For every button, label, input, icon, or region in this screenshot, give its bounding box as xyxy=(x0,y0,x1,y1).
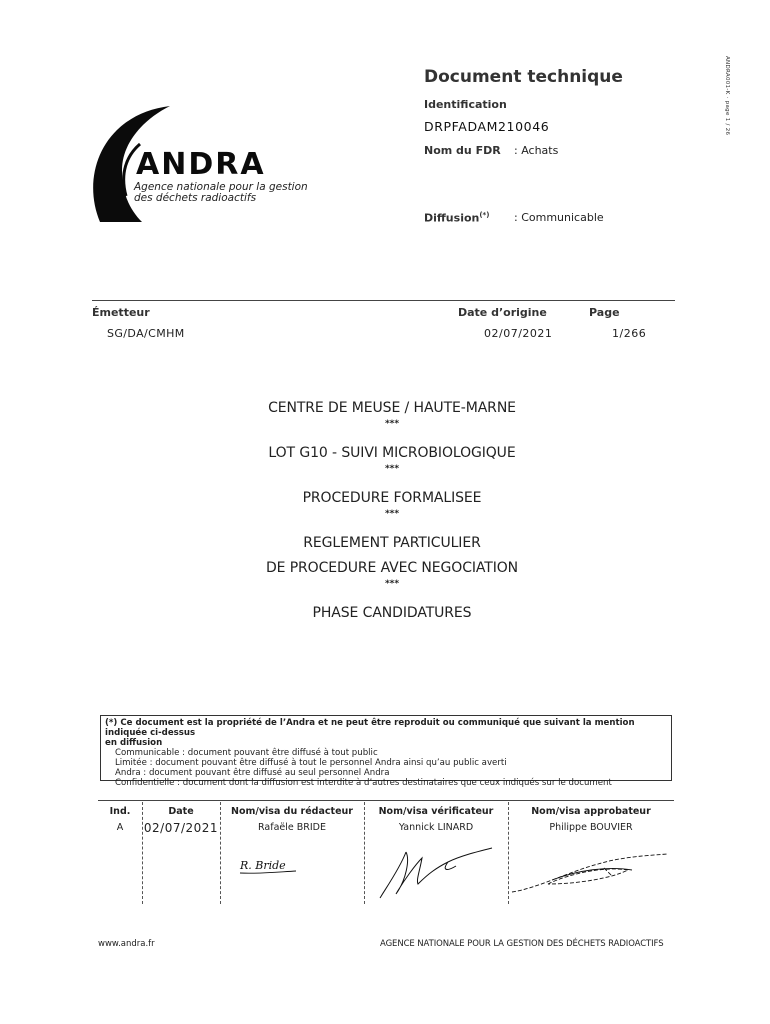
identification-value: DRPFADAM210046 xyxy=(424,119,550,134)
verificateur-signature xyxy=(376,840,496,902)
svg-text:R. Bride: R. Bride xyxy=(240,859,286,872)
disclaimer-item: Communicable : document pouvant être diffusé à tout public xyxy=(115,748,378,758)
date-origine-label: Date d’origine xyxy=(458,306,547,319)
andra-logo xyxy=(86,104,296,228)
approbateur-signature xyxy=(508,848,674,896)
table-top-rule xyxy=(98,800,674,801)
col-header-ind: Ind. xyxy=(109,806,131,817)
title-procedure: PROCEDURE FORMALISEE xyxy=(302,490,482,506)
col-header-verificateur: Nom/visa vérificateur xyxy=(378,806,494,817)
footer-agency-name: AGENCE NATIONALE POUR LA GESTION DES DÉCHETS RADIOACTIFS xyxy=(380,939,664,949)
page-value: 1/266 xyxy=(612,327,647,340)
title-separator: *** xyxy=(384,579,400,589)
signature-table xyxy=(98,800,674,904)
disclaimer-heading-cont: en diffusion xyxy=(105,738,163,748)
disclaimer-item: Confidentielle : document dont la diffusion est interdite à d’autres destinataires que ceux indiqués sur le document xyxy=(115,778,612,788)
disclaimer-item: Andra : document pouvant être diffusé au seul personnel Andra xyxy=(115,768,390,778)
redacteur-signature xyxy=(238,852,302,878)
diffusion-label: Diffusion(*) xyxy=(424,211,490,225)
title-negociation: DE PROCEDURE AVEC NEGOCIATION xyxy=(265,560,519,576)
cell-approbateur: Philippe BOUVIER xyxy=(549,822,633,833)
cell-redacteur: Rafaële BRIDE xyxy=(258,822,326,833)
cell-ind: A xyxy=(116,822,124,833)
disclaimer-heading: (*) Ce document est la propriété de l’Andra et ne peut être reproduit ou communiqué que suivant la mention indiquée ci-dessus xyxy=(105,718,635,738)
document-title: Document technique xyxy=(424,67,623,87)
title-phase: PHASE CANDIDATURES xyxy=(312,605,472,621)
title-separator: *** xyxy=(384,509,400,519)
diffusion-disclaimer-box xyxy=(100,715,672,788)
emetteur-value: SG/DA/CMHM xyxy=(107,327,185,340)
logo-tagline: Agence nationale pour la gestion des déchets radioactifs xyxy=(134,181,308,204)
identification-label: Identification xyxy=(424,98,507,111)
side-document-reference: ANDRA001-K · page 1 / 26 xyxy=(724,56,730,136)
page-label: Page xyxy=(589,306,620,319)
fdr-value: : Achats xyxy=(514,144,559,157)
logo-wordmark: ANDRA xyxy=(136,147,266,182)
header-divider xyxy=(92,300,675,301)
col-header-date: Date xyxy=(168,806,194,817)
column-divider xyxy=(220,802,221,904)
emetteur-label: Émetteur xyxy=(92,306,150,319)
cell-date: 02/07/2021 xyxy=(143,821,219,835)
diffusion-footnote-marker: (*) xyxy=(479,211,490,219)
disclaimer-item: Limitée : document pouvant être diffusé à tout le personnel Andra ainsi qu’au public averti xyxy=(115,758,507,768)
document-subject xyxy=(150,398,634,623)
footer-website: www.andra.fr xyxy=(98,939,155,949)
title-reglement: REGLEMENT PARTICULIER xyxy=(303,535,481,551)
column-divider xyxy=(364,802,365,904)
date-origine-value: 02/07/2021 xyxy=(484,327,553,340)
title-site: CENTRE DE MEUSE / HAUTE-MARNE xyxy=(268,400,516,416)
col-header-redacteur: Nom/visa du rédacteur xyxy=(231,806,353,817)
title-separator: *** xyxy=(384,419,400,429)
column-divider xyxy=(142,802,143,904)
title-lot: LOT G10 - SUIVI MICROBIOLOGIQUE xyxy=(268,445,516,461)
cell-verificateur: Yannick LINARD xyxy=(398,822,474,833)
col-header-approbateur: Nom/visa approbateur xyxy=(531,806,651,817)
diffusion-value: : Communicable xyxy=(514,211,604,224)
fdr-label: Nom du FDR xyxy=(424,144,501,157)
title-separator: *** xyxy=(384,464,400,474)
